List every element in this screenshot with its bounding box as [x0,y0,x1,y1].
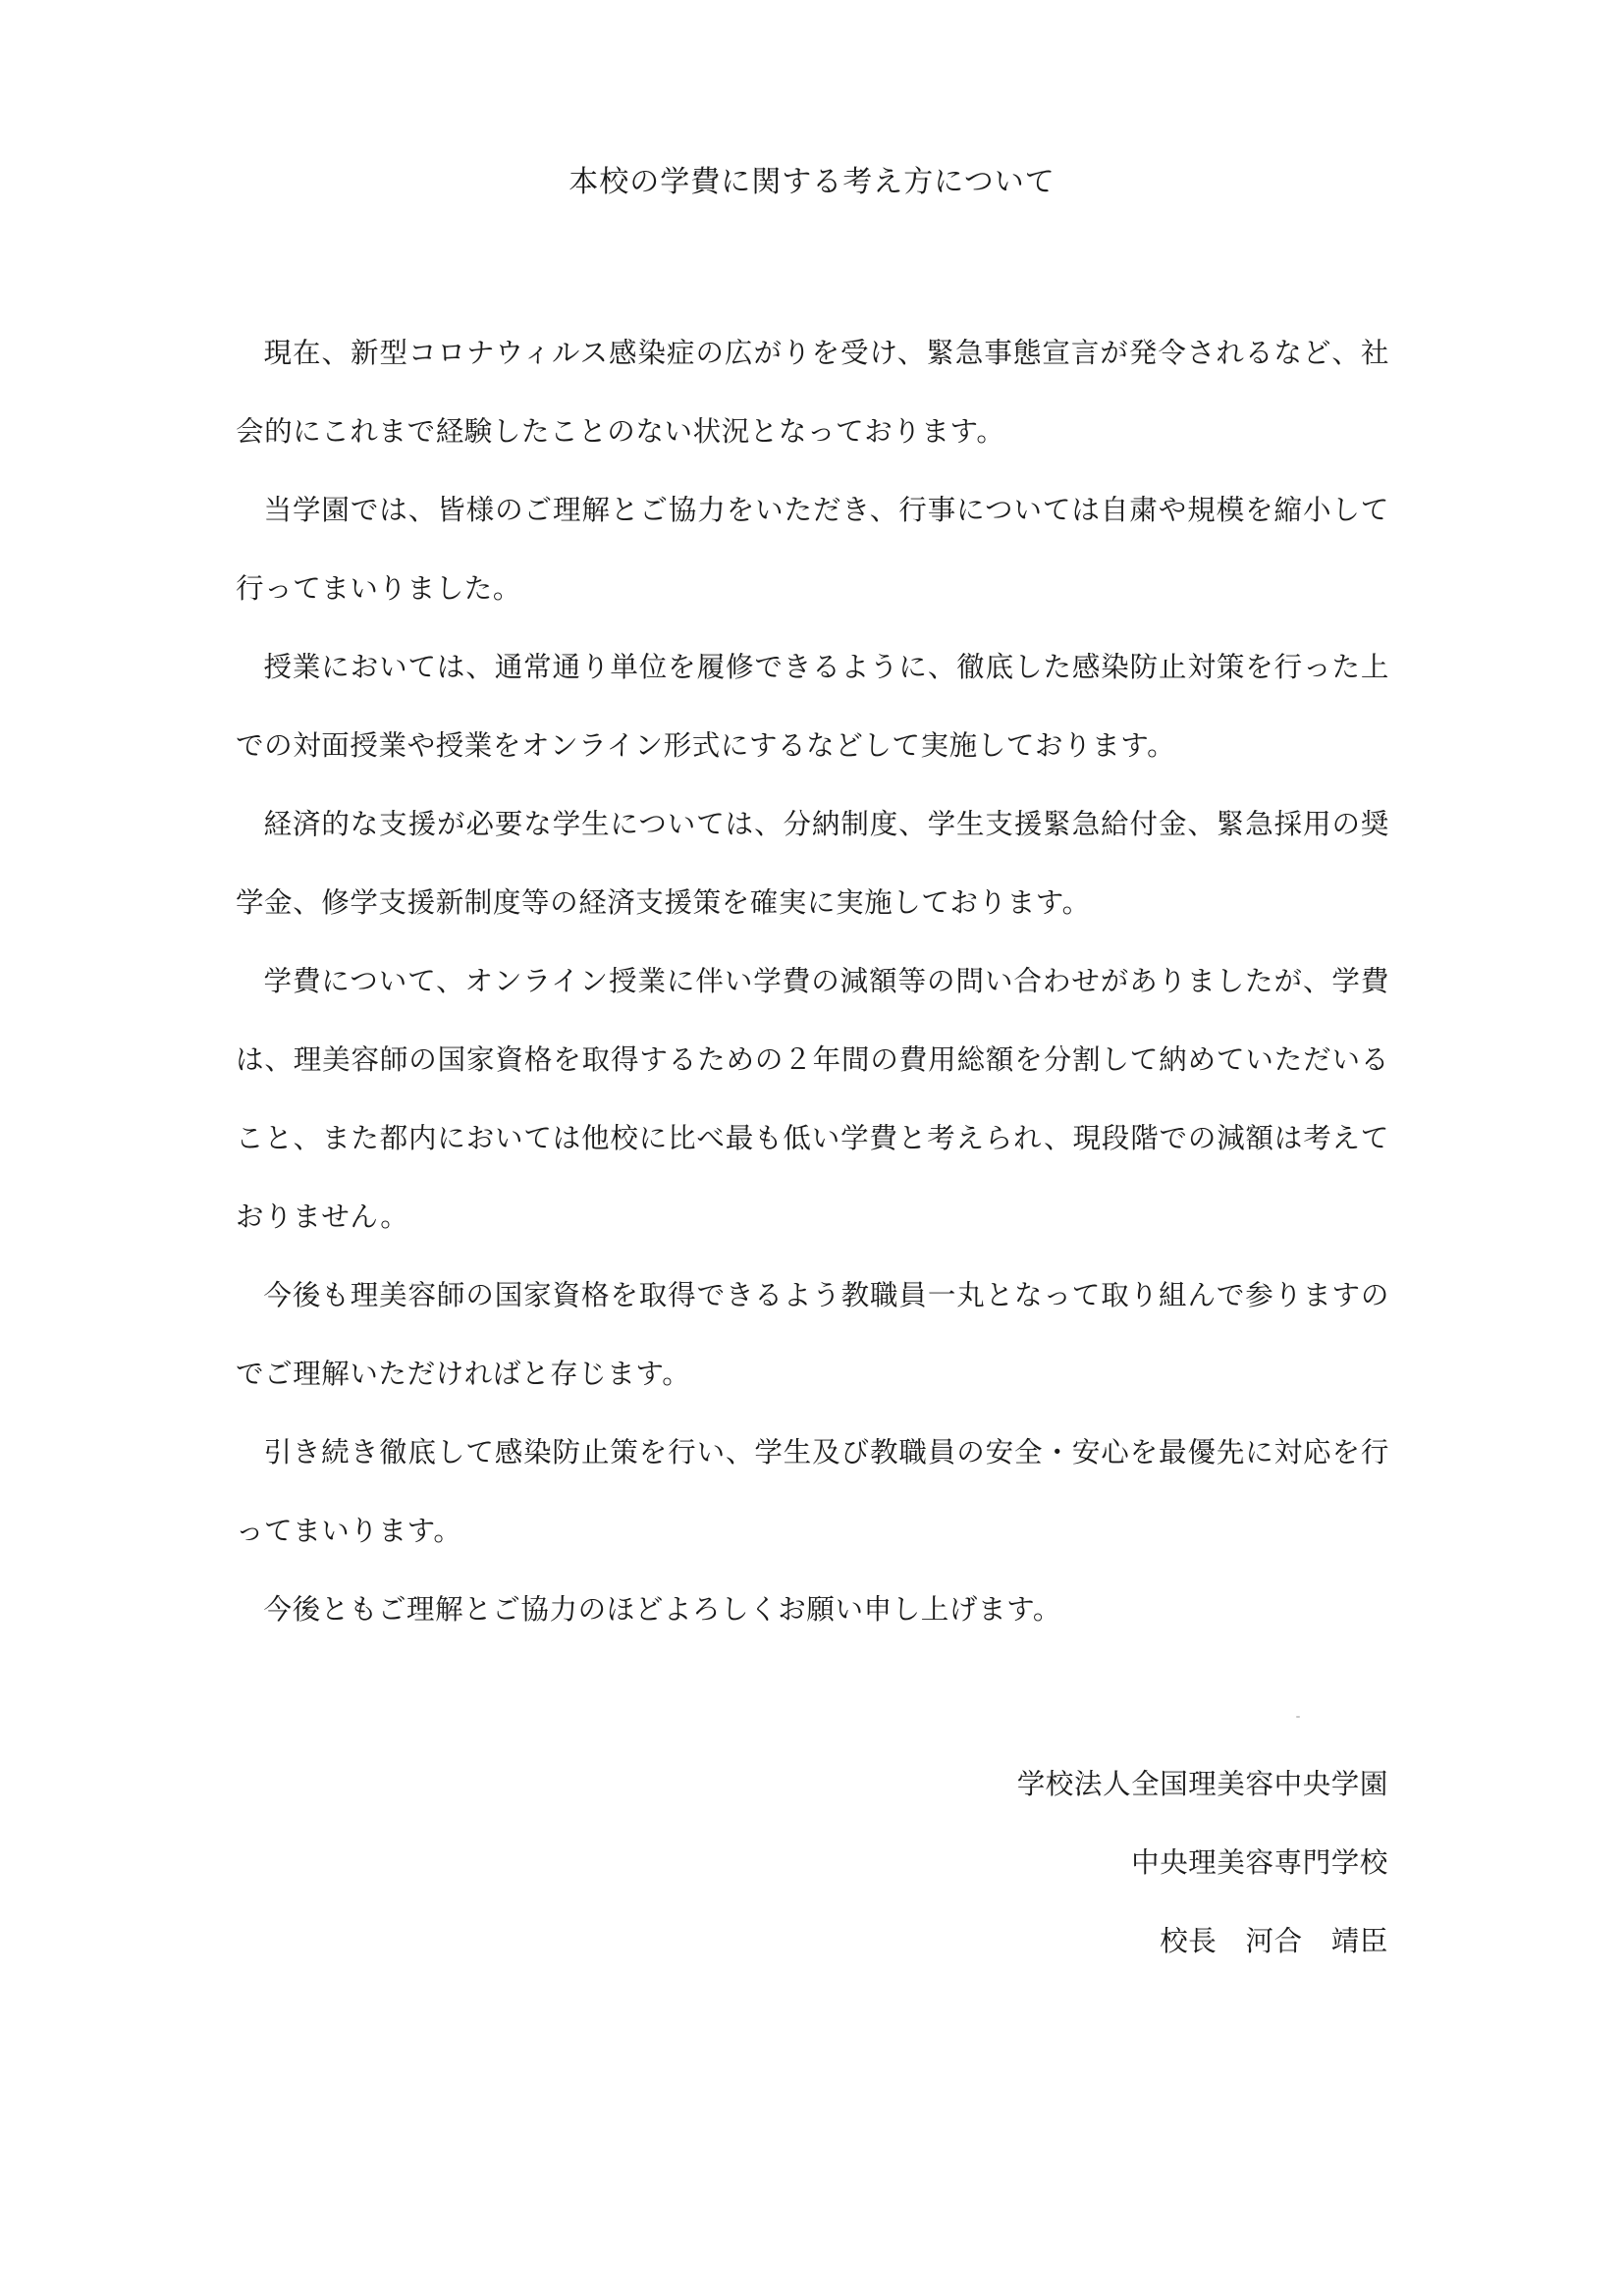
paragraph-classes: 授業においては、通常通り単位を履修できるように、徹底した感染防止対策を行った上での対面授業や授業をオンライン形式にするなどして実施しております。 [236,651,1389,762]
signature-principal: 校長 河合 靖臣 [1160,1925,1388,1957]
signature-block [701,1745,1388,1981]
paragraph-infection-prevention: 引き続き徹底して感染防止策を行い、学生及び教職員の安全・安心を最優先に対応を行ってまいります。 [236,1436,1389,1547]
scan-speck [1296,1716,1300,1718]
signature-organization: 学校法人全国理美容中央学園 [1016,1768,1388,1800]
document-body [236,314,1389,1649]
paragraph-tuition: 学費について、オンライン授業に伴い学費の減額等の問い合わせがありましたが、学費は、理美容師の国家資格を取得するための２年間の費用総額を分割して納めていただいること、また都内においては他校に比べ最も低い学費と考えられ、現段階での減額は考えておりません。 [236,965,1389,1233]
paragraph-closing: 今後ともご理解とご協力のほどよろしくお願い申し上げます。 [263,1593,1062,1626]
signature-school: 中央理美容専門学校 [1131,1846,1388,1879]
paragraph-events: 当学園では、皆様のご理解とご協力をいただき、行事については自粛や規模を縮小して行ってまいりました。 [236,494,1389,605]
paragraph-covid-situation: 現在、新型コロナウィルス感染症の広がりを受け、緊急事態宣言が発令されるなど、社会的にこれまで経験したことのない状況となっております。 [236,337,1389,448]
document-title: 本校の学費に関する考え方について [568,165,1056,199]
paragraph-financial-support: 経済的な支援が必要な学生については、分納制度、学生支援緊急給付金、緊急採用の奨学金、修学支援新制度等の経済支援策を確実に実施しております。 [236,808,1389,919]
paragraph-commitment: 今後も理美容師の国家資格を取得できるよう教職員一丸となって取り組んで参りますのでご理解いただければと存じます。 [236,1279,1389,1390]
